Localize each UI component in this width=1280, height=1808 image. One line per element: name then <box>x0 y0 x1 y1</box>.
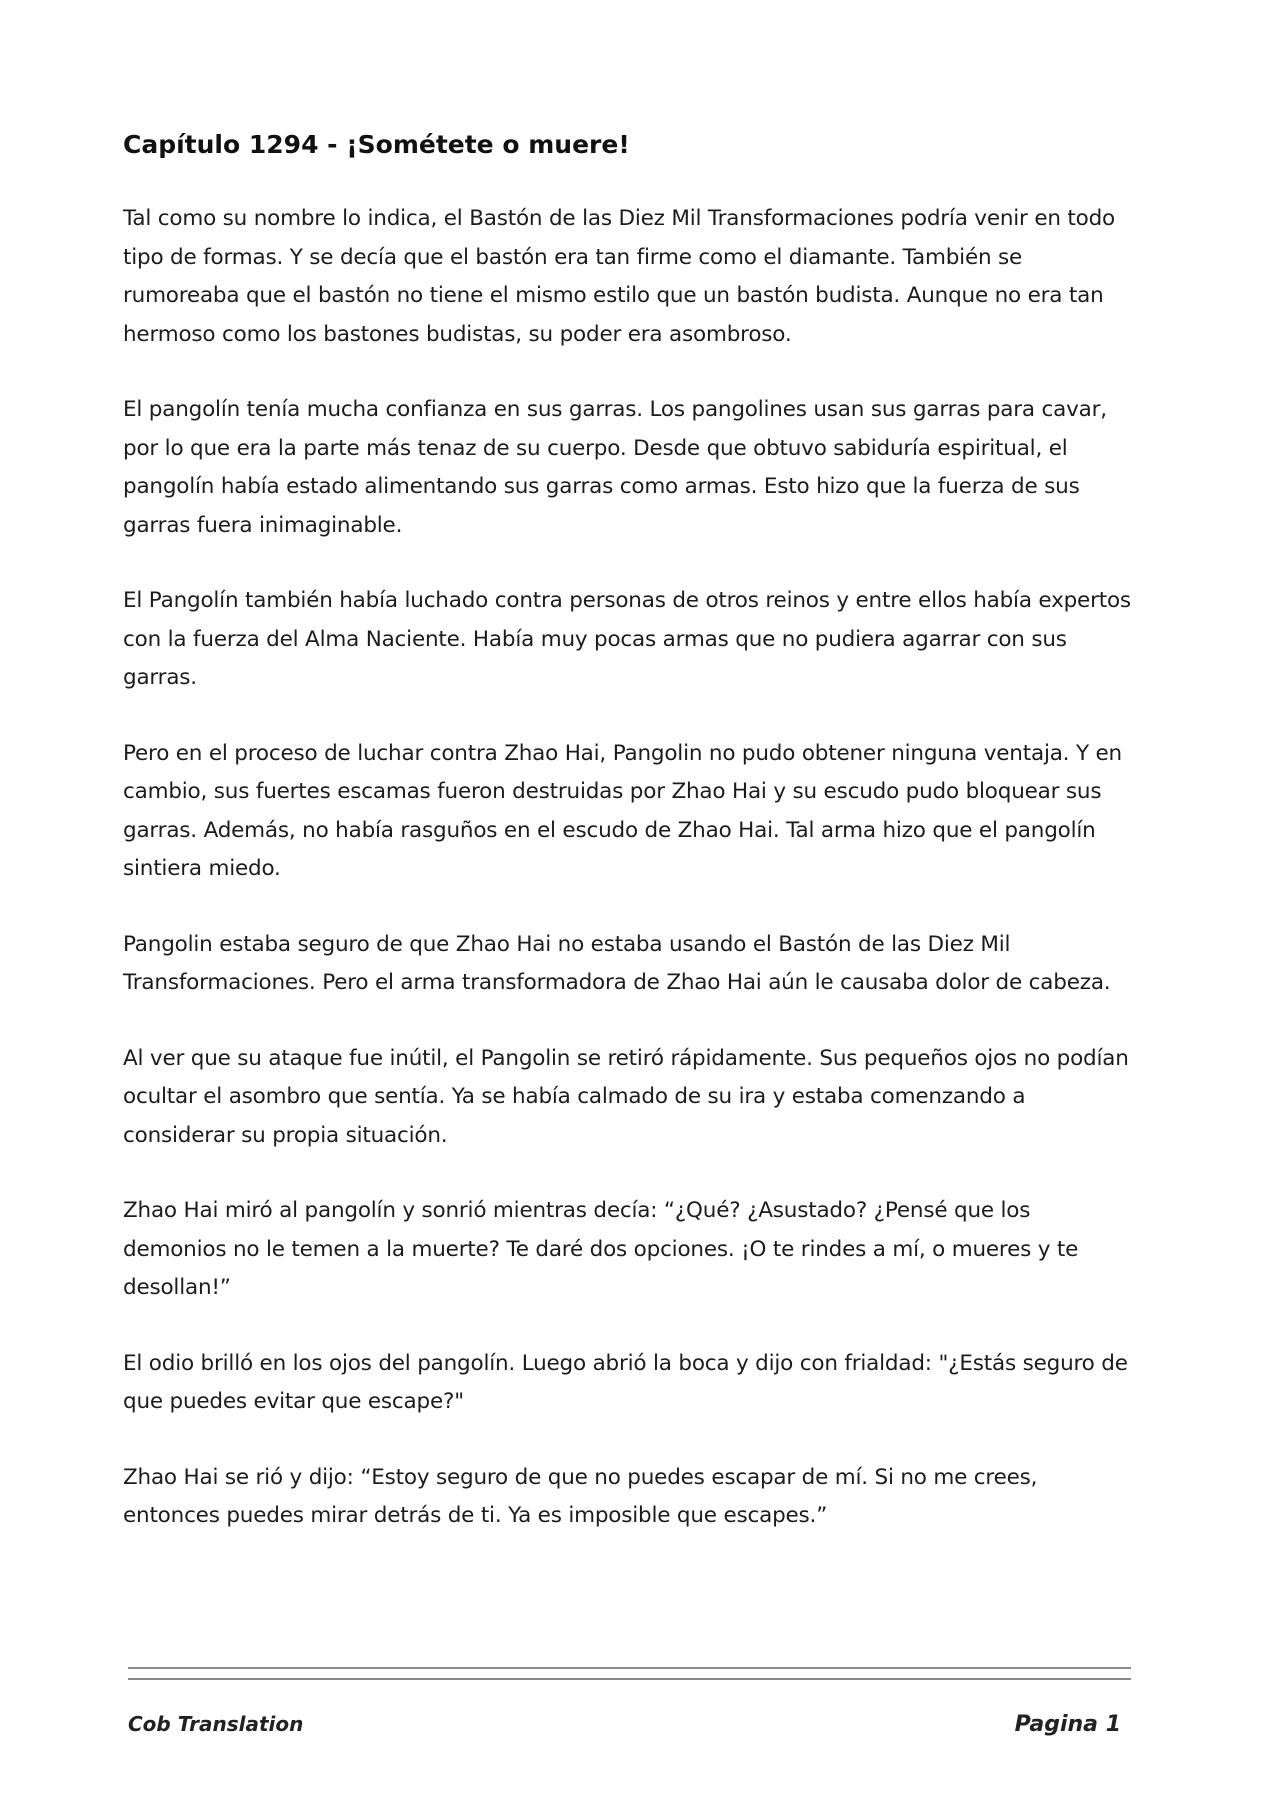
footer-translator-credit: Cob Translation <box>128 1712 304 1736</box>
page-footer <box>128 1712 1121 1742</box>
paragraph-5: Pangolin estaba seguro de que Zhao Hai no estaba usando el Bastón de las Diez Mil Transformaciones. Pero el arma transformadora de Zhao Hai aún le causaba dolor de cabeza. <box>123 931 1111 995</box>
paragraph-9: Zhao Hai se rió y dijo: “Estoy seguro de que no puedes escapar de mí. Si no me crees, entonces puedes mirar detrás de ti. Ya es imposible que escapes.” <box>123 1464 1038 1528</box>
footer-divider-bottom <box>128 1678 1131 1680</box>
paragraph-2: El pangolín tenía mucha confianza en sus garras. Los pangolines usan sus garras para cavar, por lo que era la parte más tenaz de su cuerpo. Desde que obtuvo sabiduría espiritual, el pangolín había estado alimentando sus garras como armas. Esto hizo que la fuerza de sus garras fuera inimaginable. <box>123 397 1107 538</box>
document-body <box>123 128 1133 1573</box>
footer-page-number: Pagina 1 <box>1014 1712 1121 1737</box>
paragraph-3: El Pangolín también había luchado contra personas de otros reinos y entre ellos había expertos con la fuerza del Alma Naciente. Había muy pocas armas que no pudiera agarrar con sus garras. <box>123 588 1131 690</box>
paragraph-4: Pero en el proceso de luchar contra Zhao Hai, Pangolin no pudo obtener ninguna ventaja. Y en cambio, sus fuertes escamas fueron destruidas por Zhao Hai y su escudo pudo bloquear sus garras. Además, no había rasguños en el escudo de Zhao Hai. Tal arma hizo que el pangolín sintiera miedo. <box>123 740 1122 881</box>
footer-divider-top <box>128 1667 1131 1669</box>
paragraph-8: El odio brilló en los ojos del pangolín. Luego abrió la boca y dijo con frialdad: "¿Estás seguro de que puedes evitar que escape?" <box>123 1350 1128 1414</box>
paragraph-7: Zhao Hai miró al pangolín y sonrió mientras decía: “¿Qué? ¿Asustado? ¿Pensé que los demonios no le temen a la muerte? Te daré dos opciones. ¡O te rindes a mí, o mueres y te desollan!” <box>123 1198 1079 1300</box>
chapter-title: Capítulo 1294 - ¡Sométete o muere! <box>123 130 630 159</box>
paragraph-1: Tal como su nombre lo indica, el Bastón de las Diez Mil Transformaciones podría venir en todo tipo de formas. Y se decía que el bastón era tan firme como el diamante. También se rumoreaba que el bastón no tiene el mismo estilo que un bastón budista. Aunque no era tan hermoso como los bastones budistas, su poder era asombroso. <box>123 206 1116 347</box>
paragraph-6: Al ver que su ataque fue inútil, el Pangolin se retiró rápidamente. Sus pequeños ojos no podían ocultar el asombro que sentía. Ya se había calmado de su ira y estaba comenzando a considerar su propia situación. <box>123 1045 1129 1148</box>
